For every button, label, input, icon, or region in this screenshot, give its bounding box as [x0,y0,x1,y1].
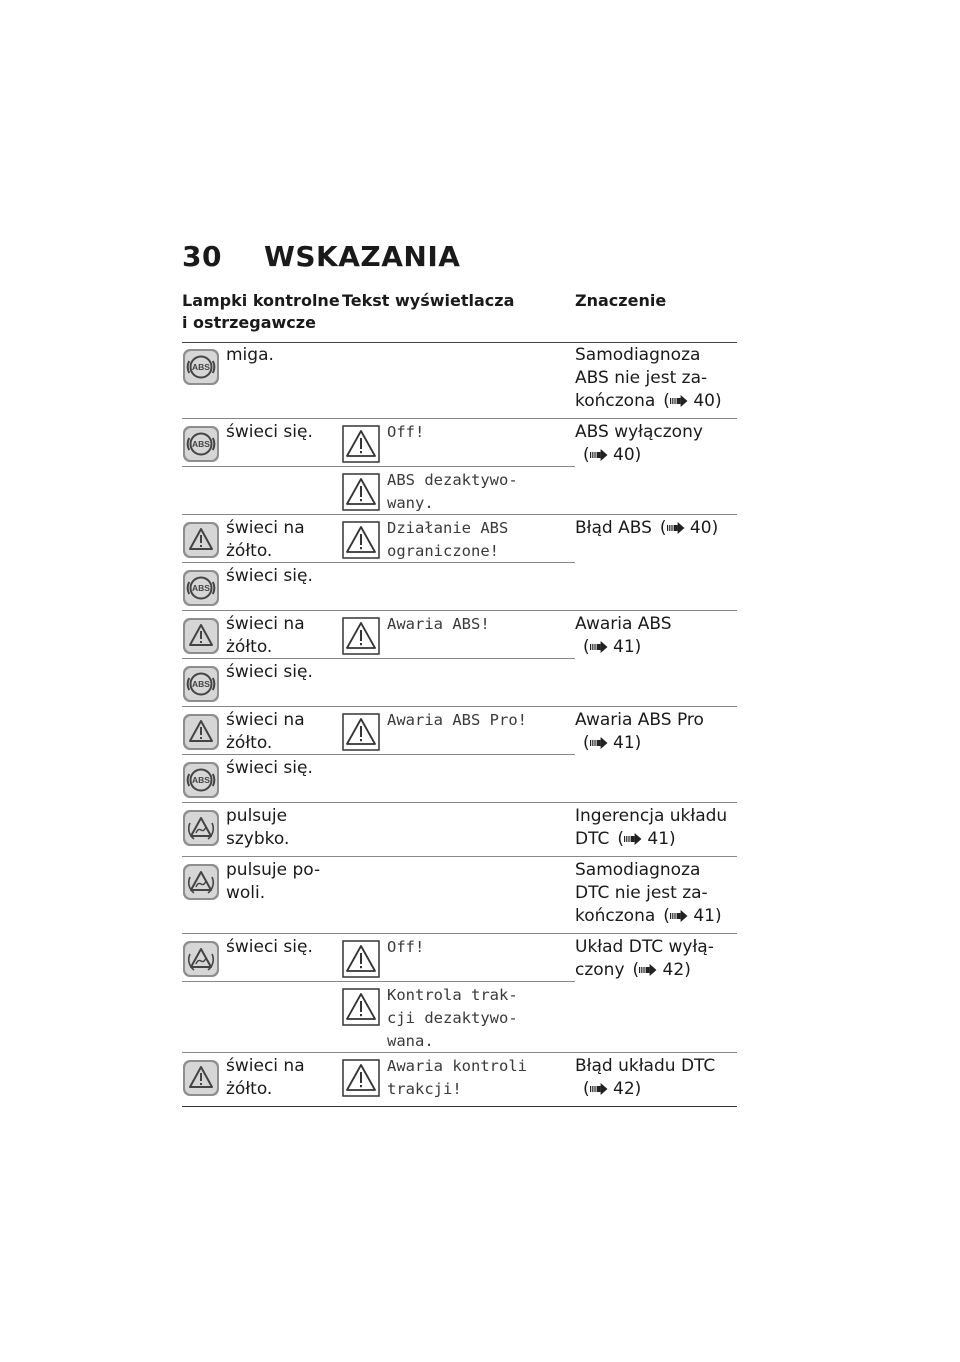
page-reference[interactable]: ( 42) [583,1079,642,1099]
lamp-state-text: świeci na żółto. [226,710,305,753]
display-text: Awaria ABS! [387,615,490,633]
meaning-text: Awaria ABS Pro [575,710,704,730]
meaning-text: Awaria ABS [575,614,672,634]
svg-text:ABS: ABS [192,583,210,593]
table-subrow [182,1053,575,1101]
display-text: Awaria ABS Pro! [387,711,527,729]
column-header-meaning: Znaczenie [575,291,667,310]
table-row [182,803,737,857]
meaning-text: ABS wyłączony [575,422,703,442]
meaning-cell [575,1055,737,1101]
display-warning-icon [342,425,380,463]
page-reference-number: 42) [607,1079,642,1099]
table-subrow [182,342,575,390]
display-text: Off! [387,938,425,956]
warning-triangle-icon [182,521,220,559]
display-text: ABS dezaktywo- wany. [387,471,518,512]
table-subrow [182,934,575,982]
page-reference[interactable]: ( 42) [632,960,691,980]
table-subrow [182,515,575,563]
table-subrow [182,803,575,851]
table-subrow [182,982,575,1053]
display-warning-icon [342,988,380,1026]
table-subrow [182,755,575,803]
meaning-text: Samodiagnoza ABS nie jest za-kończona [575,345,708,411]
column-header-lamps: Lampki kontrolne i ostrzegawcze [182,291,340,332]
lamp-state-text: świeci na żółto. [226,518,305,561]
meaning-text: Ingerencja układu DTC [575,806,728,849]
dtc-icon [182,809,220,847]
lamp-state-text: miga. [226,345,274,365]
page-reference[interactable]: ( 41) [617,829,676,849]
table-subrow [182,707,575,755]
page-reference[interactable]: ( 41) [583,637,642,657]
meaning-text: Błąd ABS [575,518,652,538]
display-warning-icon [342,1059,380,1097]
warning-triangle-icon [182,617,220,655]
arrow-reference-icon [590,733,608,745]
page-header [182,240,460,273]
arrow-reference-icon [590,445,608,457]
page-reference-number: 42) [657,960,691,980]
meaning-cell [575,613,737,659]
abs-icon [182,665,220,703]
display-warning-icon [342,617,380,655]
display-warning-icon [342,940,380,978]
display-text: Działanie ABS ograniczone! [387,519,509,560]
abs-icon [182,348,220,386]
table-row [182,419,737,515]
page-reference-number: 41) [607,637,642,657]
page-reference[interactable]: ( 40) [663,391,722,411]
table-row [182,611,737,707]
svg-text:ABS: ABS [192,679,210,689]
meaning-cell [575,805,737,851]
page-reference-number: 41) [642,829,676,849]
arrow-reference-icon [670,906,688,918]
display-warning-icon [342,521,380,559]
dtc-icon [182,940,220,978]
page-reference[interactable]: ( 41) [583,733,642,753]
display-text: Off! [387,423,425,441]
arrow-reference-icon [670,391,688,403]
table-header [182,290,737,343]
page-title: WSKAZANIA [264,240,461,273]
warning-triangle-icon [182,1059,220,1097]
page-number: 30 [182,240,222,273]
column-header-display: Tekst wyświetlacza [342,291,515,310]
meaning-cell [575,936,737,982]
page-reference[interactable]: ( 41) [663,906,722,926]
table-row [182,857,737,934]
lamp-state-text: pulsuje szybko. [226,806,290,849]
display-warning-icon [342,713,380,751]
abs-icon [182,761,220,799]
table-row [182,515,737,611]
page-reference-number: 41) [607,733,642,753]
abs-icon [182,569,220,607]
page-reference-number: 40) [607,445,642,465]
lamp-state-text: świeci się. [226,937,313,957]
lamp-state-text: świeci się. [226,422,313,442]
lamp-state-text: świeci na żółto. [226,1056,305,1099]
lamp-state-text: świeci się. [226,758,313,778]
svg-text:ABS: ABS [192,439,210,449]
page-reference-number: 40) [687,391,722,411]
lamp-state-text: pulsuje po-woli. [226,860,321,903]
table-row [182,707,737,803]
dtc-icon [182,863,220,901]
svg-text:ABS: ABS [192,775,210,785]
meaning-cell [575,859,737,928]
arrow-reference-icon [667,518,685,530]
table-subrow [182,857,575,905]
meaning-cell [575,344,737,413]
display-warning-icon [342,473,380,511]
meaning-cell [575,517,737,540]
table-subrow [182,419,575,467]
page-reference[interactable]: ( 40) [659,518,719,538]
arrow-reference-icon [624,829,642,841]
indicator-table [182,342,737,1107]
svg-text:ABS: ABS [192,362,210,372]
meaning-cell [575,421,737,467]
meaning-cell [575,709,737,755]
table-subrow [182,659,575,707]
display-text: Kontrola trak- cji dezaktywo- wana. [387,986,518,1050]
meaning-text: Samodiagnoza DTC nie jest za-kończona [575,860,708,926]
page-reference[interactable]: ( 40) [583,445,642,465]
table-row [182,1053,737,1107]
lamp-state-text: świeci się. [226,662,313,682]
warning-triangle-icon [182,713,220,751]
arrow-reference-icon [590,1079,608,1091]
abs-icon [182,425,220,463]
table-subrow [182,563,575,611]
lamp-state-text: świeci na żółto. [226,614,305,657]
page-reference-number: 40) [684,518,719,538]
table-subrow [182,611,575,659]
meaning-text: Błąd układu DTC [575,1056,716,1076]
table-row [182,934,737,1053]
table-subrow [182,467,575,515]
display-text: Awaria kontroli trakcji! [387,1057,527,1098]
arrow-reference-icon [590,637,608,649]
table-row [182,342,737,419]
arrow-reference-icon [639,960,657,972]
page-reference-number: 41) [687,906,722,926]
lamp-state-text: świeci się. [226,566,313,586]
meaning-text: Układ DTC wyłą-czony [575,937,714,980]
